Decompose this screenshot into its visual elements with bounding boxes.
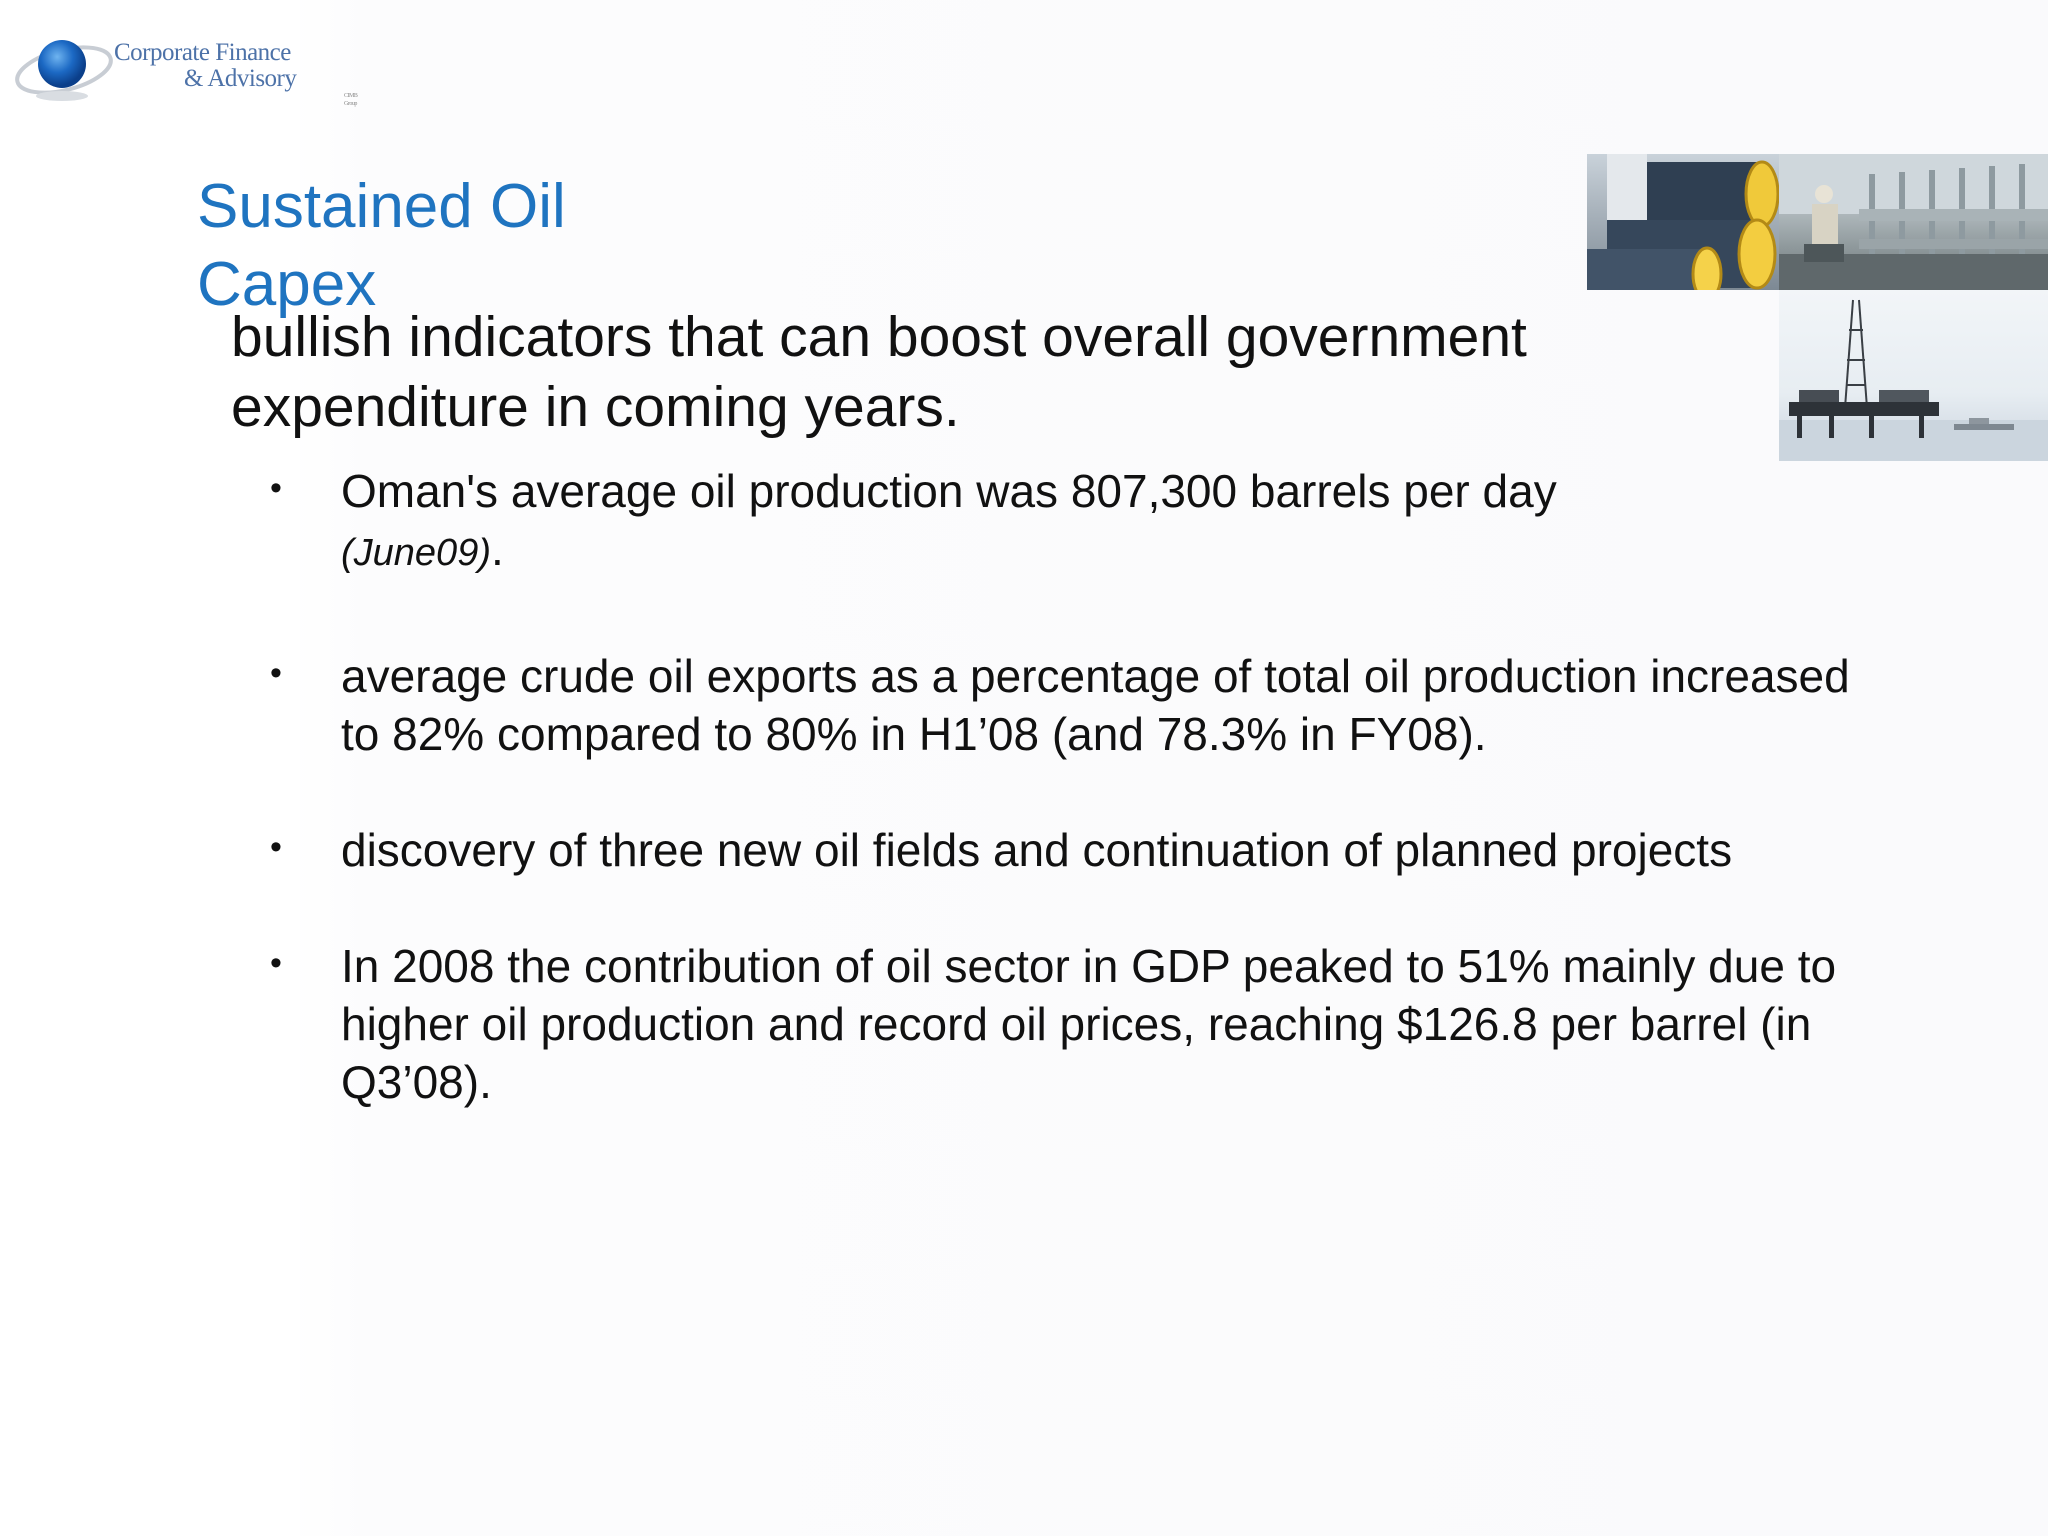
logo-line-2: & Advisory	[184, 65, 297, 92]
bullet-marker: •	[270, 654, 282, 692]
bullet-list	[270, 462, 1890, 1111]
bullet-text: Oman's average oil production was 807,300 barrels per day	[341, 465, 1557, 517]
bullet-marker: •	[270, 469, 282, 507]
bullet-item	[270, 821, 1890, 879]
pipes-image-icon	[1587, 154, 1779, 290]
workers-photo	[1779, 154, 2048, 290]
slide-title: Sustained Oil Capex	[197, 172, 566, 319]
bullet-item	[270, 937, 1890, 1111]
bullet-marker: •	[270, 944, 282, 982]
pipes-photo	[1587, 154, 1779, 290]
bullet-text: average crude oil exports as a percentage of total oil production increased to 82% compared to 80% in H1’08 (and 78.3% in FY08).	[341, 650, 1850, 760]
offshore-rig-photo	[1779, 290, 2048, 461]
bullet-note: (June09)	[341, 532, 491, 574]
logo-wordmark	[114, 40, 357, 108]
company-logo	[14, 22, 358, 112]
bullet-text: discovery of three new oil fields and continuation of planned projects	[341, 824, 1733, 876]
lead-paragraph: bullish indicators that can boost overall government expenditure in coming years.	[231, 305, 1527, 439]
bullet-punctuation: .	[490, 523, 504, 575]
bullet-item	[270, 462, 1890, 582]
globe-logo-icon	[14, 22, 124, 112]
logo-line-1: Corporate Finance	[114, 39, 291, 66]
bullet-text: In 2008 the contribution of oil sector in GDP peaked to 51% mainly due to higher oil production and record oil prices, reaching $126.8 per barrel (in Q3’08).	[341, 940, 1837, 1108]
logo-line-3: CIMB Group	[344, 93, 358, 107]
photo-collage	[1587, 154, 2048, 461]
oil-rig-image-icon	[1779, 290, 2048, 461]
bullet-item	[270, 647, 1890, 763]
refinery-image-icon	[1779, 154, 2048, 290]
bullet-marker: •	[270, 828, 282, 866]
